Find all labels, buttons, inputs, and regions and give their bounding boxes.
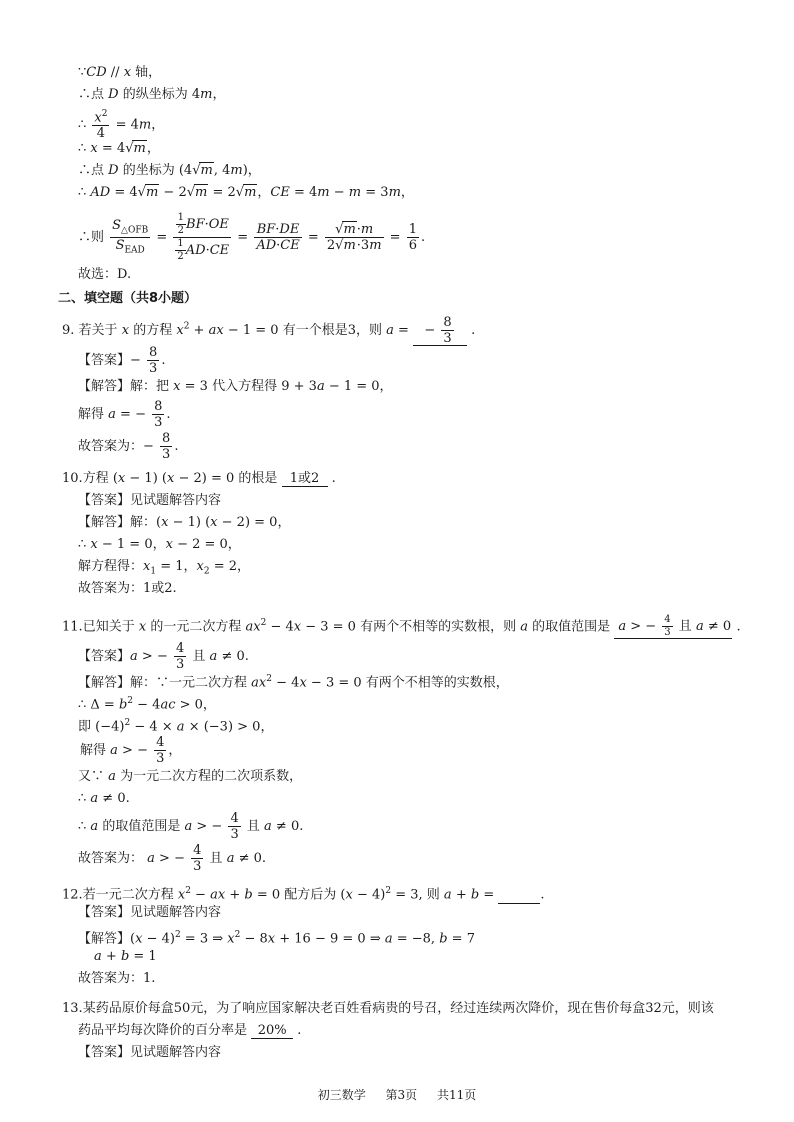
question-12-stem: 12.若一元二次方程 $x^2$ − ax + b = 0 配方后为 $(x - 4)^2 = 3$, 则 a + b = . bbox=[62, 886, 545, 903]
solution-line: 【解答】解：∵一元二次方程 $ax^2 - 4x - 3 = 0$ 有两个不相等的实数根， bbox=[78, 674, 509, 691]
solution-text: 的取值范围是 bbox=[102, 819, 181, 834]
stem-text: 配方后为 bbox=[284, 887, 337, 903]
question-number: 13. bbox=[62, 1001, 83, 1016]
solution-line: 【解答】解：把 x = 3 代入方程得 9 + 3a − 1 = 0， bbox=[78, 379, 393, 394]
solution-line: ∴点 D 的纵坐标为 4m， bbox=[78, 87, 226, 102]
choose-line bbox=[78, 266, 131, 284]
solution-text: 即 bbox=[78, 719, 92, 735]
solution-line: ∴ x = 4√m， bbox=[78, 141, 160, 156]
and-text: 且 bbox=[192, 649, 206, 664]
choose-text: 故选：D. bbox=[78, 267, 132, 282]
solution-line: 即 $(-4)^2 - 4 \times a \times (-3) > 0$， bbox=[78, 718, 274, 735]
solution-line: 【解答】解：(x − 1) (x − 2) = 0， bbox=[78, 515, 291, 530]
stem-text: 若关于 bbox=[78, 323, 118, 338]
page-footer bbox=[0, 1086, 794, 1103]
question-9-stem: 9. 若关于 x 的方程 $x^2$ + ax − 1 = 0 有一个根是3，则 a = − $\frac{8}{3}$ . bbox=[62, 315, 476, 346]
stem-text: 的一元二次方程 bbox=[150, 619, 242, 635]
question-number: 11. bbox=[62, 619, 83, 635]
solution-line: ∴点 D 的坐标为 (4√m, 4m)， bbox=[78, 163, 261, 178]
solution-line: 解得 a = − $\frac{8}{3}$ . bbox=[78, 399, 171, 430]
solution-text: 解：∵一元二次方程 bbox=[130, 675, 248, 691]
answer-blank: 20% bbox=[251, 1024, 293, 1039]
stem-text: 已知关于 bbox=[82, 619, 135, 635]
stem-text: 的取值范围是 bbox=[532, 619, 611, 635]
footer-total-pages: 共11页 bbox=[437, 1088, 477, 1102]
stem-text: 某药品原价每盒50元，为了响应国家解决老百姓看病贵的号召，经过连续两次降价，现在售价每盒32元，则该 bbox=[82, 1001, 714, 1016]
solution-line: ∴ x − 1 = 0，x − 2 = 0， bbox=[78, 537, 241, 552]
question-13-stem-2: 药品平均每次降价的百分率是 20% . bbox=[78, 1023, 302, 1038]
stem-text: 有一个根是3，则 bbox=[282, 323, 382, 338]
solution-text: 解方程得： bbox=[78, 559, 144, 574]
stem-text: 药品平均每次降价的百分率是 bbox=[78, 1023, 248, 1038]
solution-label: 【解答】 bbox=[78, 515, 131, 530]
solution-text: 又∵ bbox=[78, 769, 105, 784]
solution-line: ∴ $\frac{x^2}{4}$ = 4m， bbox=[78, 109, 165, 142]
solution-line: 又∵ a 为一元二次方程的二次项系数， bbox=[78, 769, 303, 784]
solution-label: 【解答】 bbox=[78, 675, 131, 691]
solution-text: ∴ bbox=[78, 819, 87, 834]
final-line: 故答案为： a > − $\frac{4}{3}$ 且 a ≠ 0. bbox=[78, 843, 267, 874]
solution-line: ∴则 $\frac{S_{\triangle OFB}}{S_{EAD}}$ = $\frac{1}{2}$ BF·OE $\frac{1}{2}$ AD·CE = $\frac{BF\cdot DE}{AD\cdot CE}$ = $\frac{√m\cdot m}{2√m\cdot 3m}$ = $\frac{1}{6}$ . bbox=[78, 212, 426, 262]
solution-line: ∴ a 的取值范围是 a > − $\frac{4}{3}$ 且 a ≠ 0. bbox=[78, 811, 304, 842]
answer-line: 【答案】− $\frac{8}{3}$ . bbox=[78, 345, 166, 376]
question-number: 12. bbox=[62, 887, 83, 903]
stem-text: 若一元二次方程 bbox=[82, 887, 174, 903]
solution-line: 【解答】$(x - 4)^2 = 3$ ⇒ $x^2 - 8x + 16 - 9 = 0$ ⇒ a = −8, b = 7 bbox=[78, 930, 475, 947]
answer-blank: a > − $\frac{4}{3}$ 且 a ≠ 0 bbox=[614, 615, 732, 639]
final-line: 故答案为：− $\frac{8}{3}$ . bbox=[78, 431, 179, 462]
final-line: 故答案为：1. bbox=[78, 971, 156, 986]
footer-subject: 初三数学 bbox=[317, 1088, 366, 1102]
question-10-stem: 10.方程 (x − 1) (x − 2) = 0 的根是 1或2 . bbox=[62, 471, 336, 486]
answer-line: 【答案】见试题解答内容 bbox=[78, 1045, 222, 1060]
and-text: 且 bbox=[209, 851, 223, 866]
solution-label: 【解答】 bbox=[78, 931, 131, 947]
answer-label: 【答案】 bbox=[78, 649, 131, 664]
question-number: 9. bbox=[62, 323, 75, 338]
blank-text: 且 bbox=[678, 619, 692, 635]
solution-text: 解得 bbox=[78, 407, 105, 422]
stem-text: 则 bbox=[426, 887, 440, 903]
solution-line: ∵CD // x 轴， bbox=[78, 65, 162, 80]
stem-text: 的方程 bbox=[133, 323, 173, 338]
solution-line: 解得 a > − $\frac{4}{3}$ ， bbox=[80, 735, 182, 766]
section-title: 二、填空题（共8小题） bbox=[58, 291, 198, 306]
solution-line: a + b = 1 bbox=[94, 949, 157, 964]
answer-label: 【答案】 bbox=[78, 353, 131, 368]
solution-text: 解得 bbox=[80, 743, 107, 758]
solution-line: ∴ AD = 4√m − 2√m = 2√m，CE = 4m − m = 3m， bbox=[78, 185, 414, 200]
stem-text: 的根是 bbox=[238, 471, 278, 486]
solution-line: 解方程得：$x_1 = 1$，$x_2 = 2$， bbox=[78, 559, 251, 577]
final-line: 故答案为：1或2. bbox=[78, 581, 177, 596]
and-text: 且 bbox=[246, 819, 260, 834]
solution-text: 为一元二次方程的二次项系数， bbox=[120, 769, 303, 784]
final-text: 故答案为： bbox=[78, 439, 144, 454]
solution-text: 解： bbox=[130, 515, 157, 530]
question-number: 10. bbox=[62, 471, 83, 486]
stem-text: 有两个不相等的实数根，则 bbox=[360, 619, 517, 635]
stem-text: 方程 bbox=[82, 471, 109, 486]
question-11-stem: 11.已知关于 x 的一元二次方程 $ax^2 - 4x - 3 = 0$ 有两个不相等的实数根，则 a 的取值范围是 a > − $\frac{4}{3}$ 且 a ≠ 0 . bbox=[62, 614, 741, 639]
answer-blank: − $\frac{8}{3}$ bbox=[413, 316, 467, 346]
solution-label: 【解答】 bbox=[78, 379, 131, 394]
footer-page-number: 第3页 bbox=[385, 1088, 418, 1102]
solution-line: ∴ a ≠ 0. bbox=[78, 791, 130, 806]
answer-blank: 1或2 bbox=[282, 472, 328, 487]
solution-line: ∴ $\Delta = b^2 - 4ac > 0$， bbox=[78, 696, 216, 713]
answer-line: 【答案】见试题解答内容 bbox=[78, 493, 222, 508]
final-text: 故答案为： bbox=[78, 851, 144, 866]
solution-text: 有两个不相等的实数根， bbox=[365, 675, 509, 691]
answer-line: 【答案】见试题解答内容 bbox=[78, 905, 222, 920]
answer-line: 【答案】a > − $\frac{4}{3}$ 且 a ≠ 0. bbox=[78, 641, 249, 672]
question-13-stem bbox=[62, 1000, 714, 1018]
solution-text: 代入方程得 bbox=[212, 379, 278, 394]
solution-text: 解：把 bbox=[130, 379, 170, 394]
answer-blank bbox=[498, 888, 540, 903]
